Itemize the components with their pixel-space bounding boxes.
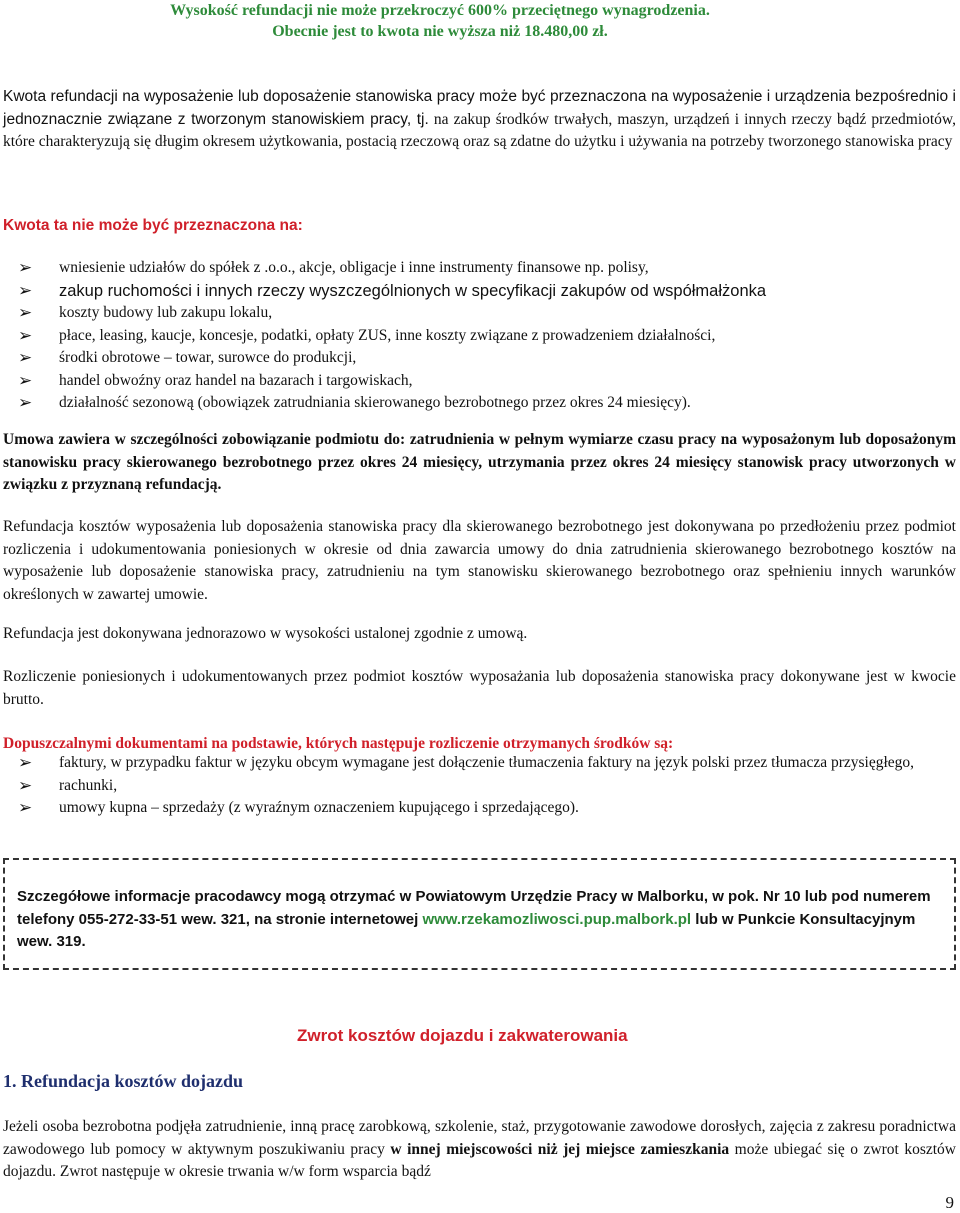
arrowhead-icon: ➢ xyxy=(18,325,33,346)
list-item: ➢ wniesienie udziałów do spółek z .o.o., akcje, obligacje i inne instrumenty finansowe np. polisy, xyxy=(18,258,649,278)
list-item: ➢ płace, leasing, kaucje, koncesje, podatki, opłaty ZUS, inne koszty związane z prowadzeniem działalności, xyxy=(18,325,716,346)
header-line-2: Obecnie jest to kwota nie wyższa niż 18.480,00 zł. xyxy=(272,23,608,40)
arrowhead-icon: ➢ xyxy=(18,775,33,796)
subsection-title: 1. Refundacja kosztów dojazdu xyxy=(3,1071,244,1091)
documents-list xyxy=(18,752,956,820)
list-item: ➢ zakup ruchomości i innych rzeczy wyszczególnionych w specyfikacji zakupów od współmałżonka xyxy=(18,280,767,301)
info-box xyxy=(3,858,956,970)
arrowhead-icon: ➢ xyxy=(18,753,33,773)
once-paragraph: Refundacja jest dokonywana jednorazowo w wysokości ustalonej zgodnie z umową. xyxy=(3,625,528,642)
excluded-heading: Kwota ta nie może być przeznaczona na: xyxy=(3,217,303,234)
intro-text-sans: Kwota refundacji na wyposażenie lub doposażenie stanowiska pracy może być przeznaczona na wyposażenie i urządzenia bezpośrednio i jednoznacznie związane z tworzonym stanowiskiem pracy, tj. xyxy=(3,88,956,128)
agreement-paragraph: Umowa zawiera w szczególności zobowiązanie podmiotu do: zatrudnienia w pełnym wymiarze czasu pracy na wyposażonym lub doposażonym stanowisku pracy skierowanego bezrobotnego przez okres 24 miesięcy, utrzymania przez okres 24 miesięcy stanowisk pracy utworzonych w związku z przyznaną refundacją. xyxy=(3,431,956,493)
arrowhead-icon: ➢ xyxy=(18,393,33,413)
header-line-1: Wysokość refundacji nie może przekroczyć 600% przeciętnego wynagrodzenia. xyxy=(170,2,710,19)
intro-text-serif: na zakup środków trwałych, maszyn, urządzeń i innych rzeczy bądź przedmiotów, które charakteryzują się długim okresem użytkowania, postacią rzeczową oraz są zdatne do użytku i używania na potrzeby tworzonego stanowiska pracy xyxy=(3,110,956,150)
website-link[interactable]: www.rzekamozliwosci.pup.malbork.pl xyxy=(422,910,692,928)
refund-limit-header xyxy=(0,0,960,42)
excluded-list xyxy=(18,257,956,415)
list-item: ➢ umowy kupna – sprzedaży (z wyraźnym oznaczeniem kupującego i sprzedającego). xyxy=(18,798,579,818)
section-title: Zwrot kosztów dojazdu i zakwaterowania xyxy=(297,1026,628,1045)
arrowhead-icon: ➢ xyxy=(18,303,33,323)
list-item: ➢ faktury, w przypadku faktur w języku obcym wymagane jest dołączenie tłumaczenia faktury na język polski przez tłumacza przysięgłego, xyxy=(18,753,915,773)
page-number: 9 xyxy=(945,1193,954,1212)
travel-paragraph: Jeżeli osoba bezrobotna podjęła zatrudnienie, inną pracę zarobkową, szkolenie, staż, przygotowanie zawodowe dorosłych, zajęcia z zakresu poradnictwa zawodowego lub pomocy w aktywnym poszukiwaniu pracy w innej miejscowości niż jej miejsce zamieszkania może ubiegać się o zwrot kosztów dojazdu. Zwrot następuje w okresie trwania w/w form wsparcia bądź xyxy=(3,1118,956,1180)
settlement-paragraph: Rozliczenie poniesionych i udokumentowanych przez podmiot kosztów wyposażania lub doposażenia stanowiska pracy dokonywane jest w kwocie brutto. xyxy=(3,668,956,708)
arrowhead-icon: ➢ xyxy=(18,258,33,278)
list-item: ➢ środki obrotowe – towar, surowce do produkcji, xyxy=(18,348,357,368)
arrowhead-icon: ➢ xyxy=(18,370,33,391)
info-box-text: Szczegółowe informacje pracodawcy mogą otrzymać w Powiatowym Urzędzie Pracy w Malborku, w pok. Nr 10 lub pod numerem telefony 055-272-33-51 wew. 321, na stronie internetowej www.rzekamozliwosci.pup.malbork.pl lub w Punkcie Konsultacyjnym wew. 319. xyxy=(17,888,931,950)
intro-paragraph xyxy=(3,86,956,154)
arrowhead-icon: ➢ xyxy=(18,348,33,368)
list-item: ➢ handel obwoźny oraz handel na bazarach i targowiskach, xyxy=(18,370,413,391)
list-item: ➢ rachunki, xyxy=(18,775,118,796)
list-item: ➢ koszty budowy lub zakupu lokalu, xyxy=(18,303,273,323)
arrowhead-icon: ➢ xyxy=(18,280,33,301)
travel-bold-text: w innej miejscowości niż jej miejsce zamieszkania xyxy=(390,1140,730,1158)
refund-paragraph: Refundacja kosztów wyposażenia lub doposażenia stanowiska pracy dla skierowanego bezrobotnego jest dokonywana po przedłożeniu przez podmiot rozliczenia i udokumentowania poniesionych w okresie od dnia zawarcia umowy do dnia zatrudnienia skierowanego bezrobotnego kosztów na wyposażenie lub doposażenie stanowiska pracy, zatrudnieniu na tym stanowisku skierowanego bezrobotnego oraz spełnieniu innych warunków określonych w zawartej umowie. xyxy=(3,518,956,603)
arrowhead-icon: ➢ xyxy=(18,798,33,818)
documents-heading: Dopuszczalnymi dokumentami na podstawie, których następuje rozliczenie otrzymanych środków są: xyxy=(3,735,674,752)
list-item: ➢ działalność sezonową (obowiązek zatrudniania skierowanego bezrobotnego przez okres 24 miesięcy). xyxy=(18,393,691,413)
